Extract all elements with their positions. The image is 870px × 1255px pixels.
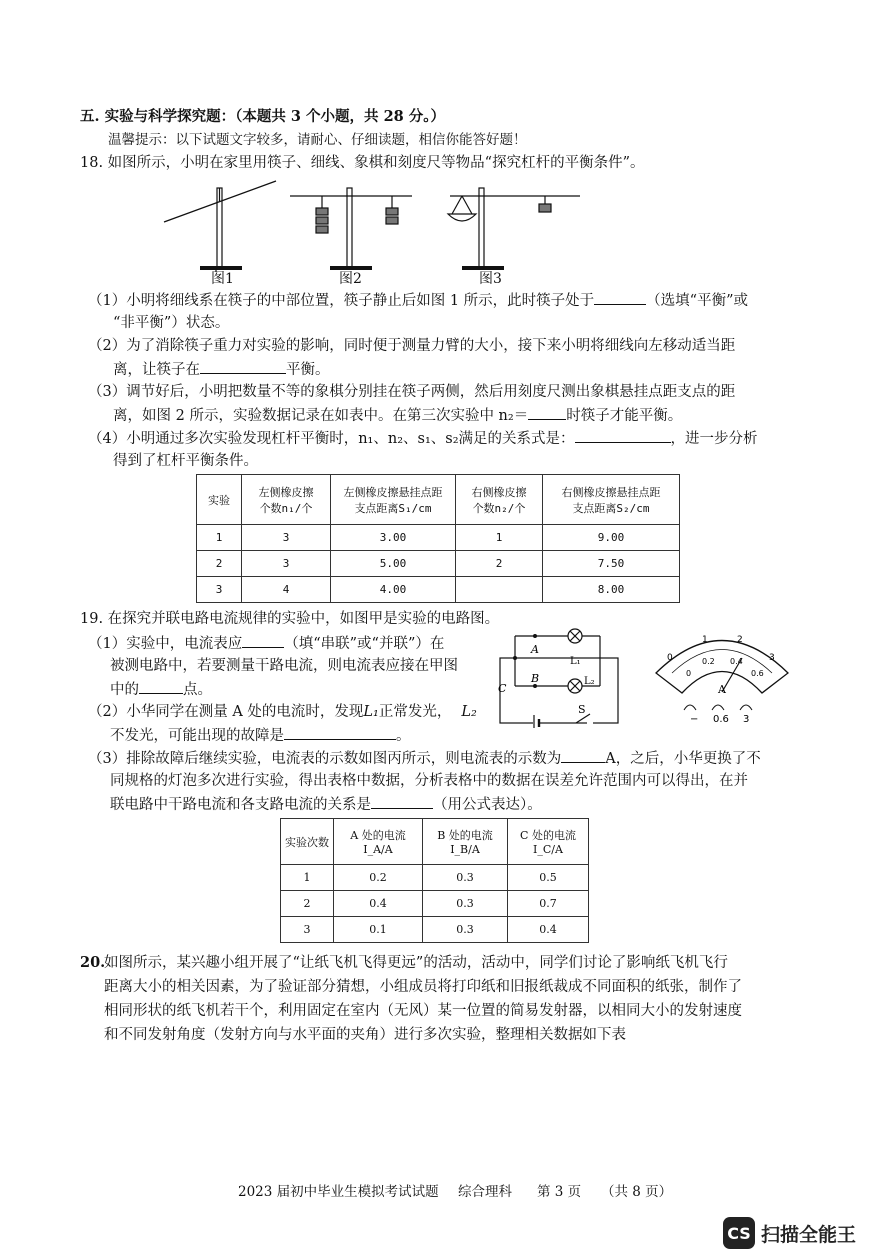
- q18-blank-1: [594, 290, 646, 305]
- meter-terminal-neg: −: [690, 714, 699, 724]
- q18-part4-line1: （4）小明通过多次实验发现杠杆平衡时，n₁、n₂、s₁、s₂满足的关系式是： ，进一步分析: [88, 428, 758, 449]
- q19-blank-3: [284, 725, 396, 740]
- q19-blank-2: [139, 679, 183, 694]
- table-header-cell: 右侧橡皮擦悬挂点距 支点距离S₂/cm: [543, 475, 680, 525]
- lever-figure-1: [164, 181, 276, 272]
- q18-part1-line1: （1）小明将细线系在筷子的中部位置，筷子静止后如图 1 所示，此时筷子处于 （选填“平衡”或: [88, 290, 748, 311]
- q18-blank-3: [528, 405, 566, 420]
- lever-figure-3: [448, 188, 580, 268]
- table-header-cell: C 处的电流 I_C/A: [508, 819, 589, 865]
- table-header-row: [281, 819, 589, 865]
- q19-stem: 19. 在探究并联电路电流规律的实验中，如图甲是实验的电路图。: [80, 611, 500, 627]
- q19-part1-line2: 被测电路中，若要测量干路电流，则电流表应接在甲图: [110, 658, 458, 674]
- table-header-cell: 左侧橡皮擦悬挂点距 支点距离S₁/cm: [331, 475, 456, 525]
- lever-figure-2: [290, 188, 412, 268]
- q20-line3: 相同形状的纸飞机若干个，利用固定在室内（无风）某一位置的简易发射器，以相同大小的发射速度: [104, 1003, 742, 1019]
- q20-line4: 和不同发射角度（发射方向与水平面的夹角）进行多次实验，整理相关数据如下表: [104, 1027, 626, 1043]
- meter-bottom-0: 0: [686, 669, 692, 678]
- meter-top-0: 0: [667, 653, 673, 663]
- watermark-text: 扫描全能王: [761, 1223, 857, 1246]
- q19-part1-line3: 中的 点。: [110, 679, 212, 700]
- meter-bottom-1: 0.2: [702, 657, 715, 666]
- q19-part2-line2: 不发光，可能出现的故障是 。: [110, 725, 411, 746]
- circuit-label-c: C: [498, 682, 507, 695]
- footer-subject: 综合理科: [458, 1184, 512, 1200]
- q19-part3-line3: 联电路中干路电流和各支路电流的关系是 （用公式表达）。: [110, 794, 542, 815]
- table-header-row: [197, 475, 680, 525]
- q18-part3-line1: （3）调节好后，小明把数量不等的象棋分别挂在筷子两侧，然后用刻度尺测出象棋悬挂点距支点的距: [88, 384, 736, 400]
- section-tip: 温馨提示：以下试题文字较多，请耐心、仔细读题，相信你能答好题！: [108, 132, 527, 148]
- section-title: 五. 实验与科学探究题：（本题共 3 个小题，共 28 分。）: [80, 108, 446, 125]
- circuit-label-b: B: [531, 672, 540, 685]
- meter-unit: A: [718, 683, 726, 696]
- circuit-label-l2: L₂: [584, 676, 595, 687]
- meter-bottom-2: 0.4: [730, 657, 743, 666]
- meter-top-2: 2: [737, 635, 743, 645]
- q19-blank-5: [371, 794, 433, 809]
- q19-blank-4: [561, 748, 605, 763]
- table-row: 1 0.2 0.3 0.5: [281, 865, 589, 891]
- q19-part1-line1: （1）实验中，电流表应 （填“串联”或“并联”）在: [88, 633, 444, 654]
- q18-part1-line2: “非平衡”）状态。: [113, 315, 230, 331]
- table-header-cell: 右侧橡皮擦 个数n₂/个: [456, 475, 543, 525]
- q19-data-table: [280, 818, 589, 943]
- q19-part3-line2: 同规格的灯泡多次进行实验，得出表格中数据，分析表格中的数据在误差允许范围内可以得出，在并: [110, 773, 748, 789]
- q18-part2-line2: 离，让筷子在 平衡。: [113, 359, 330, 380]
- q19-part2-line1: （2）小华同学在测量 A 处的电流时，发现L₁正常发光， L₂: [88, 704, 477, 720]
- meter-top-3: 3: [769, 653, 775, 663]
- q18-part2-line1: （2）为了消除筷子重力对实验的影响，同时便于测量力臂的大小，接下来小明将细线向左移动适当距: [88, 338, 736, 354]
- circuit-label-s: S: [578, 703, 586, 716]
- fig3-label: 图3: [479, 271, 502, 287]
- footer-total: （共 8 页）: [601, 1184, 673, 1200]
- table-header-cell: 左侧橡皮擦 个数n₁/个: [242, 475, 331, 525]
- q18-stem: 18. 如图所示，小明在家里用筷子、细线、象棋和刻度尺等物品“探究杠杆的平衡条件”。: [80, 155, 645, 171]
- q18-part4-line2: 得到了杠杆平衡条件。: [113, 453, 258, 469]
- fig1-label: 图1: [211, 271, 234, 287]
- table-row: 2 3 5.00 2 7.50: [197, 551, 680, 577]
- table-header-cell: B 处的电流 I_B/A: [423, 819, 508, 865]
- q20-line2: 距离大小的相关因素，为了验证部分猜想，小组成员将打印纸和旧报纸裁成不同面积的纸张，制作了: [104, 979, 742, 995]
- circuit-label-l1: L₁: [570, 656, 581, 667]
- q20-number: 20.: [80, 954, 106, 971]
- fig2-label: 图2: [339, 271, 362, 287]
- table-header-cell: 实验次数: [281, 819, 334, 865]
- scanner-watermark: [723, 1217, 856, 1249]
- q20-line1: 如图所示，某兴趣小组开展了“让纸飞机飞得更远”的活动，活动中，同学们讨论了影响纸飞机飞行: [104, 955, 728, 971]
- q18-blank-2: [200, 359, 286, 374]
- q18-data-table: [196, 474, 680, 603]
- q18-blank-4: [575, 428, 671, 443]
- table-row: 3 0.1 0.3 0.4: [281, 917, 589, 943]
- q19-circuit-diagram: [490, 628, 630, 728]
- q19-part3-line1: （3）排除故障后继续实验，电流表的示数如图丙所示，则电流表的示数为 A，之后，小华更换了不: [88, 748, 761, 769]
- circuit-label-a: A: [531, 643, 539, 656]
- table-row: 2 0.4 0.3 0.7: [281, 891, 589, 917]
- table-header-cell: 实验: [197, 475, 242, 525]
- meter-top-1: 1: [702, 635, 708, 645]
- table-row: 3 4 4.00 8.00: [197, 577, 680, 603]
- cs-logo-icon: CS: [723, 1217, 755, 1249]
- meter-terminal-3: 3: [743, 714, 750, 724]
- meter-terminal-06: 0.6: [713, 714, 729, 724]
- table-row: 1 3 3.00 1 9.00: [197, 525, 680, 551]
- footer-page: 第 3 页: [537, 1184, 582, 1200]
- footer-exam: 2023 届初中毕业生模拟考试试题: [238, 1184, 439, 1200]
- meter-bottom-3: 0.6: [751, 669, 764, 678]
- q19-ammeter: [650, 618, 794, 724]
- q19-blank-1: [242, 633, 284, 648]
- q18-part3-line2: 离，如图 2 所示，实验数据记录在如表中。在第三次实验中 n₂＝ 时筷子才能平衡。: [113, 405, 682, 426]
- table-header-cell: A 处的电流 I_A/A: [334, 819, 423, 865]
